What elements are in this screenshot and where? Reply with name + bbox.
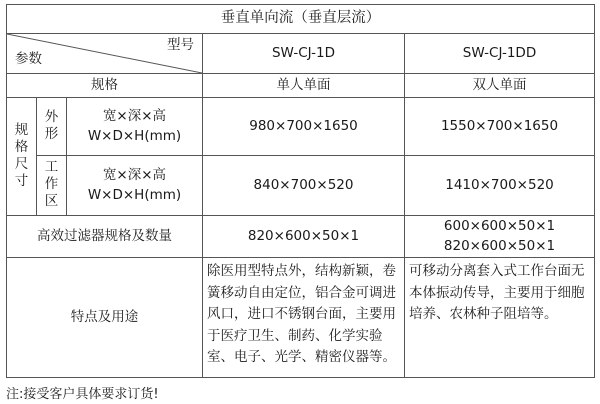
filter-label: 高效过滤器规格及数量 [7, 216, 203, 258]
filter-1: 820×600×50×1 [203, 216, 405, 258]
model-2: SW-CJ-1DD [405, 34, 595, 74]
filter-2-line1: 600×600×50×1 [443, 217, 556, 234]
spec-table [6, 4, 595, 378]
outer-label-text: 外形 [44, 108, 59, 142]
outer-1: 980×700×1650 [203, 98, 405, 156]
filter-2 [405, 216, 595, 258]
work-2: 1410×700×520 [405, 156, 595, 216]
filter-2-line2: 820×600×50×1 [443, 237, 556, 254]
table-title: 垂直单向流（垂直层流） [7, 5, 595, 34]
header-param-label: 参数 [15, 51, 42, 68]
size-group-label [7, 98, 37, 216]
order-note: 注:接受客户具体要求订货! [6, 387, 159, 402]
work-label-text: 工作区 [44, 159, 59, 210]
feature-1: 除医用型特点外，结构新颖，卷簧移动自由定位，铝合金可调进风口，进口不锈钢台面，主要用于医疗卫生、制药、化学实验室、电子、光学、精密仪器等。 [203, 258, 405, 378]
outer-2: 1550×700×1650 [405, 98, 595, 156]
header-diagonal-cell [7, 34, 203, 74]
work-dims-line2: W×D×H(mm) [87, 186, 182, 203]
spec-2: 双人单面 [405, 74, 595, 98]
work-1: 840×700×520 [203, 156, 405, 216]
size-group-text: 规格尺寸 [14, 121, 29, 189]
work-dims-line1: 宽×深×高 [102, 166, 167, 183]
work-label [37, 156, 67, 216]
feature-2: 可移动分离套入式工作台面无本体振动传导，主要用于细胞培养、农林种子阻培等。 [405, 258, 595, 378]
spec-label: 规格 [7, 74, 203, 98]
header-model-label: 型号 [167, 37, 194, 53]
model-1: SW-CJ-1D [203, 34, 405, 74]
spec-1: 单人单面 [203, 74, 405, 98]
outer-dims-line2: W×D×H(mm) [87, 127, 182, 144]
outer-label [37, 98, 67, 156]
outer-dims-line1: 宽×深×高 [102, 107, 167, 124]
work-dims-label [67, 156, 203, 216]
feature-label: 特点及用途 [7, 258, 203, 378]
outer-dims-label [67, 98, 203, 156]
